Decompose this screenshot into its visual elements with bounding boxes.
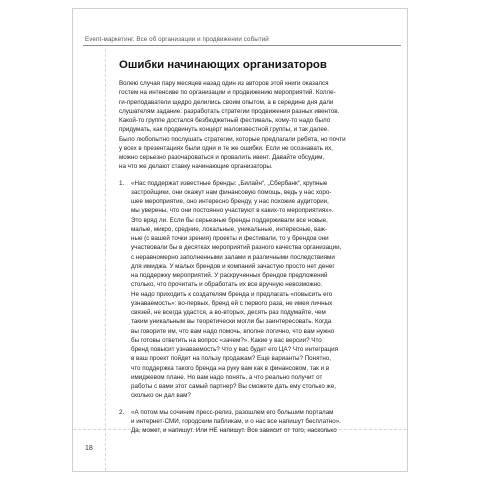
list-item-line: Это вряд ли. Если бы серьезные бренды поддерживали все новые, — [131, 216, 328, 224]
list-item-line: сколько он дал вам? — [131, 392, 191, 400]
list-item-line: ные (с вашей точки зрения) проекты и фестивали, то у брендов они — [131, 235, 329, 242]
list-item-number: 1. — [119, 179, 125, 187]
intro-line: Было любопытно послушать стратегии, которые предлагали ребята, но почти — [119, 135, 346, 143]
list-item-line: малые, микро, средние, локальные, уникальные, интересные, важ- — [131, 225, 328, 233]
list-item-line: и интернет-СМИ, городским пабликам, и о нас все напишут бесплатно». — [131, 417, 341, 425]
intro-line: у всех в презентациях были одни и те же ошибки. Если не осознавать их, — [119, 144, 333, 152]
intro-line: слушателям задание: разработать стратегии продвижения разных ивентов. — [119, 107, 340, 115]
page-number: 18 — [85, 445, 93, 452]
list-item-line: имиджевом плане. Но вам надо понять, а что реально получит от — [131, 373, 323, 381]
list-item-line: для имиджа. У малых брендов и компаний зачастую просто нет денег — [131, 262, 335, 270]
list-item-line: участвовали бы в десятках мероприятий разного качества организации, — [131, 244, 342, 252]
book-page — [72, 8, 408, 472]
intro-paragraph — [119, 79, 395, 172]
list-item-line: «Нас поддержат известные бренды: „Билайн“, „Сбербанк“, крупные — [131, 179, 328, 187]
list-item-line: бы готовы ответить на вопрос «зачем?». Какие у вас версии? Что — [131, 336, 322, 344]
list-item — [119, 408, 395, 436]
list-item-line: Не надо приходить к создателям бренда и предлагать «повысить его — [131, 290, 333, 298]
list-item-line: мы уверены, что они постоянно участвуют в каких-то мероприятиях». — [131, 207, 334, 215]
intro-line: можно серьезно разочароваться и провалить ивент. Давайте обсудим, — [119, 154, 325, 161]
list-item-line: Да, может, и напишут. Или НЕ напишут. Все зависит от того, насколько — [131, 427, 337, 434]
list-item-line: столько, что прочитать и обработать их все вручную невозможно. — [131, 281, 323, 289]
intro-line: Какой-то группе достался безбюджетный фестиваль, кому-то надо было — [119, 117, 331, 124]
list-item-line: застройщики, они окажут нам финансовую помощь, ведь у нас хоро- — [131, 188, 332, 196]
list-item-number: 2. — [119, 408, 125, 416]
list-item-line: с неравномерно заполненными залами и различными последствиями — [131, 253, 335, 261]
running-title: Event-маркетинг. Все об организации и продвижении событий — [85, 36, 269, 43]
intro-line: ги-преподаватели щедро делились своим опытом, а в середине дня дали — [119, 98, 334, 106]
section-title: Ошибки начинающих организаторов — [119, 59, 327, 71]
list-item-line: шее мероприятие, оно интересно бренду, у нас похожие аудитории, — [131, 198, 329, 205]
list-item-line: «А потом мы сочиним пресс-релиз, разошлем его большим порталам — [131, 408, 334, 416]
intro-line: придумать, как продвинуть концерт малоизвестной группы, и так далее. — [119, 126, 330, 134]
margin-guide-vertical — [105, 9, 106, 471]
header-rule — [83, 45, 401, 46]
list-item-line: работы с вами этот самый партнер? Вы сможете дать ему столько же, — [131, 383, 336, 390]
list-item-line: связей, не всегда удастся, а во-вторых, десять раз подумайте, чем — [131, 309, 326, 316]
intro-line: Волею случая пару месяцев назад один из авторов этой книги оказался — [119, 80, 329, 87]
list-item-line: в ваш проект пойдет на пользу продажам? Еще варианты? Понятно, — [131, 355, 332, 363]
list-item-line: на поддержку мероприятий. У раскрученных брендов предложений — [131, 272, 328, 279]
numbered-list — [119, 179, 395, 436]
list-item-line: таким уникальным вы теоретически могли бы заинтересовать. Когда — [131, 318, 332, 326]
list-item — [119, 179, 395, 401]
list-item-line: что поддержка такого бренда на руку вам как в финансовом, так и в — [131, 364, 330, 372]
intro-line: на что же делают ставку начинающие организаторы. — [119, 163, 273, 171]
list-item-line: бренд повысит узнаваемость? Что у вас будет его ЦА? Что интеграция — [131, 346, 339, 353]
list-item-line: узнаваемость»: во-первых, бренд ей с первого раза, не имея личных — [131, 299, 333, 307]
running-header — [73, 9, 407, 47]
intro-line: гостем на интенсиве по организации и продвижению мероприятий. Колле- — [119, 89, 336, 97]
page-content — [119, 59, 395, 435]
list-item-line: вы говорите им, что вам надо помочь, вполне логично, что вам нужно — [131, 327, 335, 335]
